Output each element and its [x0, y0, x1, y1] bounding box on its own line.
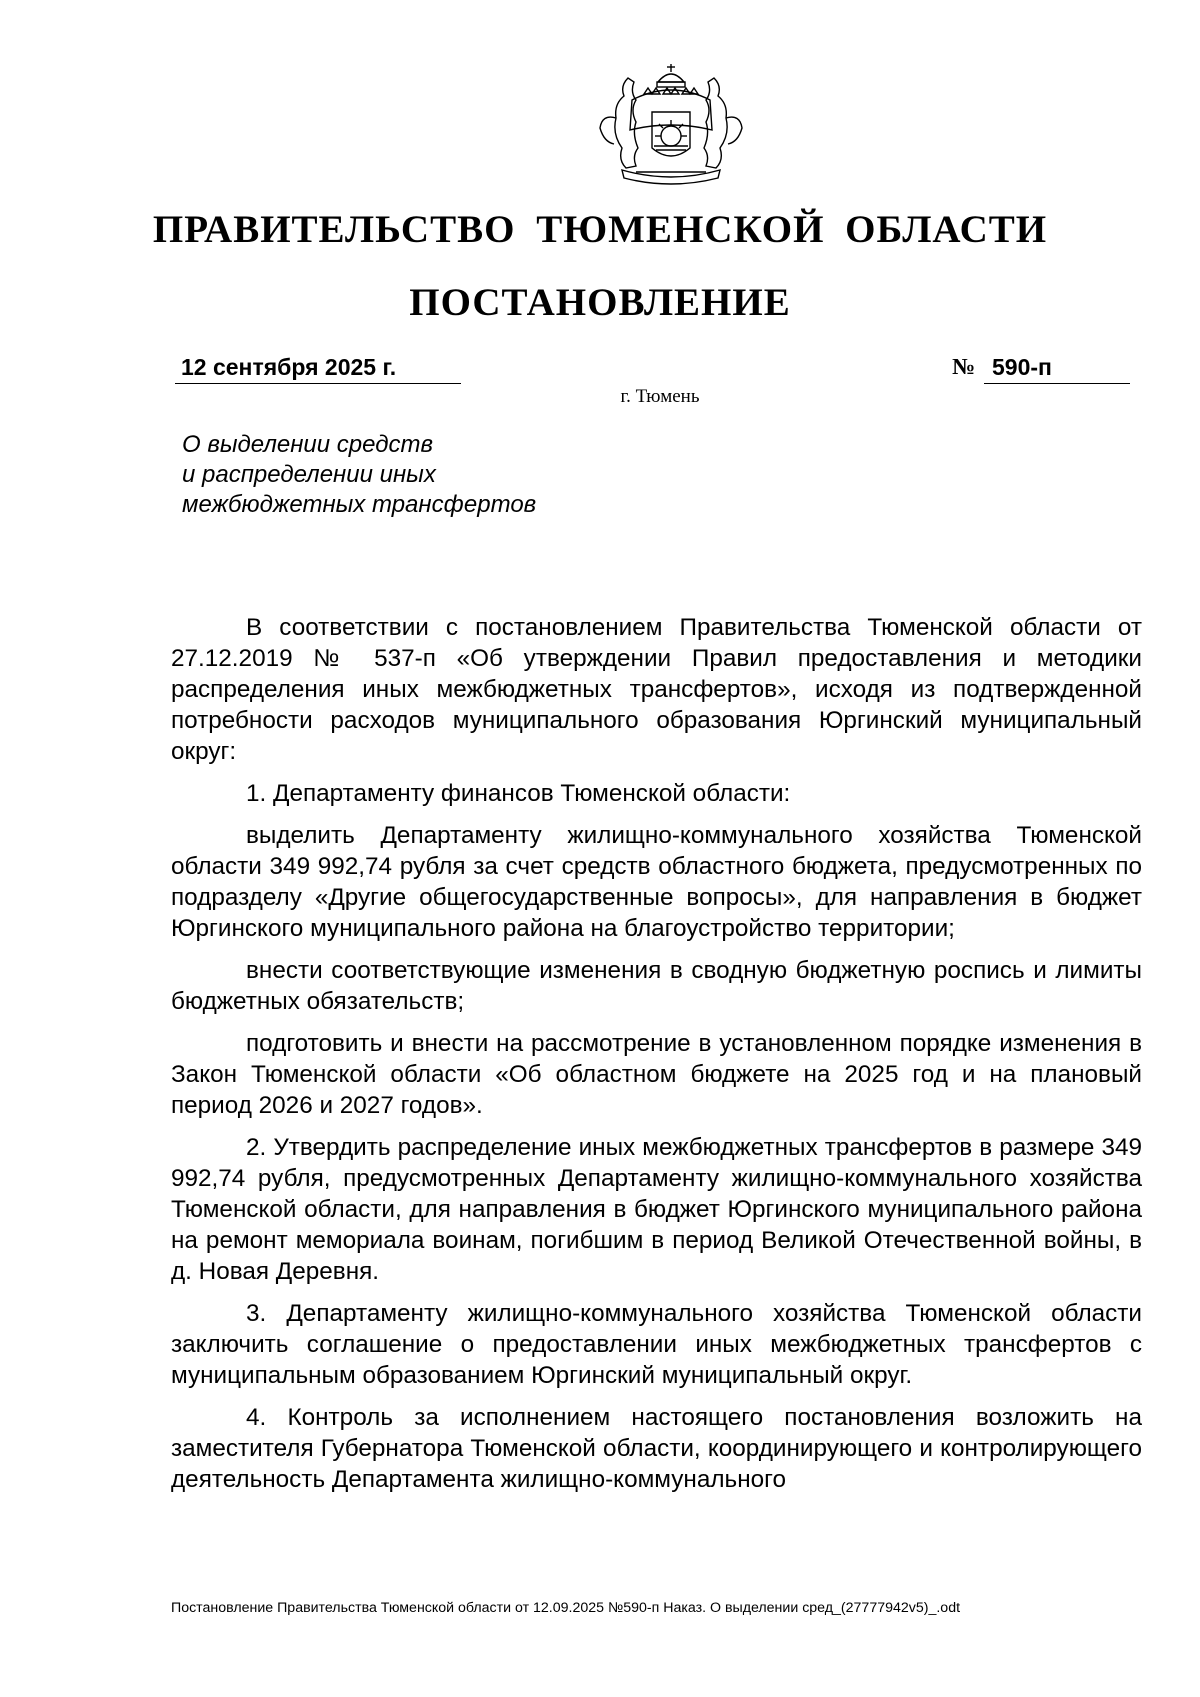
document-body: [171, 612, 1142, 1506]
subject-block: [182, 430, 742, 520]
page-footer: Постановление Правительства Тюменской области от 12.09.2025 №590-п Наказ. О выделении сред_(27777942v5)_.odt: [171, 1600, 961, 1616]
coat-of-arms-icon: [592, 60, 750, 188]
body-paragraph: внести соответствующие изменения в сводную бюджетную роспись и лимиты бюджетных обязательств;: [171, 957, 1142, 1015]
number-sign: №: [952, 354, 976, 379]
subject-line: межбюджетных трансфертов: [182, 491, 537, 518]
city-label: г. Тюмень: [620, 386, 700, 407]
document-type-title: ПОСТАНОВЛЕНИЕ: [409, 281, 791, 324]
body-paragraph: 3. Департаменту жилищно-коммунального хозяйства Тюменской области заключить соглашение о предоставлении иных межбюджетных трансфертов с муниципальным образованием Юргинский муниципальный округ.: [171, 1300, 1142, 1389]
organization-title: ПРАВИТЕЛЬСТВО ТЮМЕНСКОЙ ОБЛАСТИ: [152, 208, 1048, 251]
body-paragraph: 4. Контроль за исполнением настоящего постановления возложить на заместителя Губернатора Тюменской области, координирующего и контролирующего деятельность Департамента жилищно-коммунального: [171, 1404, 1142, 1493]
body-paragraph: 1. Департаменту финансов Тюменской области:: [246, 780, 791, 807]
body-paragraph: 2. Утвердить распределение иных межбюджетных трансфертов в размере 349 992,74 рубля, предусмотренных Департаменту жилищно-коммунального хозяйства Тюменской области, для направления в бюджет Юргинского муниципального района на ремонт мемориала воинам, погибшим в период Великой Отечественной войны, в д. Новая Деревня.: [171, 1134, 1142, 1285]
body-paragraph: В соответствии с постановлением Правительства Тюменской области от 27.12.2019 № 537-п «Об утверждении Правил предоставления и методики распределения иных межбюджетных трансфертов», исходя из подтвержденной потребности расходов муниципального образования Юргинский муниципальный округ:: [171, 614, 1142, 765]
body-paragraph: выделить Департаменту жилищно-коммунального хозяйства Тюменской области 349 992,74 рубля за счет средств областного бюджета, предусмотренных по подразделу «Другие общегосударственные вопросы», для направления в бюджет Юргинского муниципального района на благоустройство территории;: [171, 822, 1142, 942]
body-paragraph: подготовить и внести на рассмотрение в установленном порядке изменения в Закон Тюменской области «Об областном бюджете на 2025 год и на плановый период 2026 и 2027 годов».: [171, 1030, 1142, 1119]
document-number: 590-п: [984, 352, 1130, 384]
subject-line: О выделении средств: [182, 431, 434, 458]
subject-line: и распределении иных: [182, 461, 436, 488]
document-date: 12 сентября 2025 г.: [175, 352, 461, 384]
